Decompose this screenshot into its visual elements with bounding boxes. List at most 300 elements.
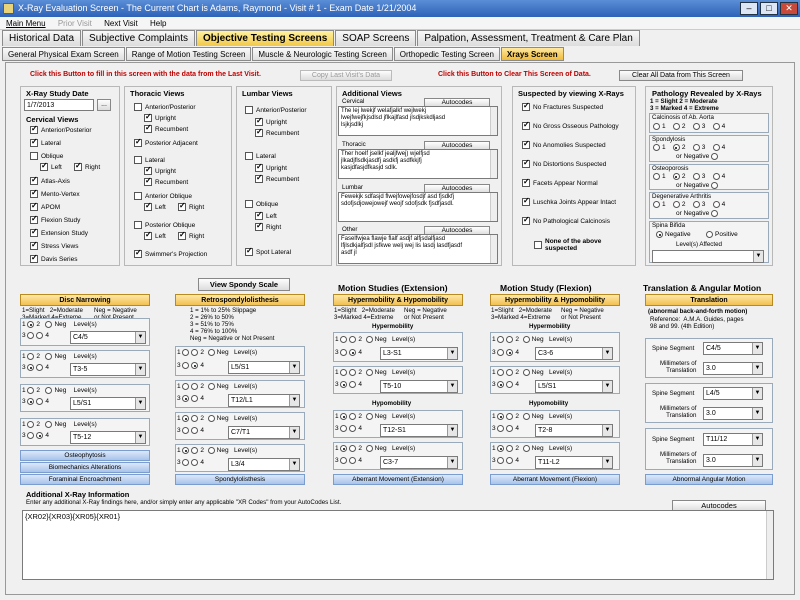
motion-flex-row-4-radios-b[interactable]: 3 4 [492,457,520,464]
suspected-item-label: No Distortions Suspected [533,160,607,168]
motion-ext-hypo-label: Hypomobility [372,400,412,407]
suspected-item-label: No Pathological Calcinosis [533,217,610,225]
disc-level-select-3[interactable] [70,397,146,410]
additional-other-text[interactable] [338,234,498,264]
additional-other-label: Other [342,226,358,233]
cervical-autocodes-button[interactable]: Autocodes [424,98,490,107]
level-label: Level(s) [392,445,416,452]
thoracic-upright-label: Upright [155,114,176,122]
sub-tabs [2,47,565,61]
cervical-flexion[interactable] [30,216,80,224]
spina-bifida-positive[interactable] [706,231,738,238]
level-label: Level(s) [234,349,258,356]
disc-row-2-radios-a[interactable]: 1 2 Neg Level(s) [22,353,97,360]
segment-value: C4/5 [706,345,721,352]
foraminal-tab[interactable]: Foraminal Encroachment [20,474,150,485]
additional-lumbar-value: Fewekjk sdfasjd flwejfowejfosdjf asd fjsdkfj sdofjsdjowejowejf weojf sdofjsdk fjsdfjasdl. [341,194,455,207]
lumbar-lateral-label: Lateral [256,152,276,160]
thoracic-lateral-label: Lateral [145,156,165,164]
retro-row-2-radios-a[interactable]: 1 2 Neg Level(s) [177,383,258,390]
spondylosis-negative[interactable] [676,153,720,160]
retro-row-1-radios-a[interactable]: 1 2 Neg Level(s) [177,349,258,356]
clear-hint: Click this Button to Clear This Screen of Data. [438,71,591,78]
level-label: Level(s) [392,413,416,420]
copy-last-visit-button[interactable]: Copy Last Visit's Data [300,70,392,81]
chevron-down-icon: ▼ [289,427,299,438]
cervical-oblique-label: Oblique [41,152,64,160]
degenerative-label: Degenerative Arthritis [652,193,712,200]
retro-level-value: L5/S1 [231,364,250,371]
tab-soap-screens[interactable]: SOAP Screens [335,30,416,46]
negative-label: or Negative [676,153,710,160]
retro-row-1-radios-b[interactable]: 3 4 [177,362,205,369]
lumbar-ap-recumbent[interactable] [255,129,299,137]
motion-ext-level-select-3[interactable] [380,424,458,437]
disc-row-3-radios-a[interactable]: 1 2 Neg Level(s) [22,387,97,394]
motion-flex-hypo-label: Hypomobility [529,400,569,407]
motion-flex-level-value: T11-L2 [538,459,560,466]
motion-flex-row-4-radios-a[interactable]: 1 2 Neg Level(s) [492,445,573,452]
motion-ext-level-select-1[interactable] [380,347,458,360]
negative-option-label: Negative [665,231,691,238]
close-button[interactable]: ✕ [780,2,798,15]
disc-level-select-4[interactable] [70,431,146,444]
neg-label: Neg [374,445,387,452]
mm-value: 3.0 [706,457,716,464]
menu-next-visit[interactable]: Next Visit [104,19,138,28]
retro-scale: 1 = 1% to 25% Slippage 2 = 26% to 50% 3 = 51% to 75% 4 = 76% to 100% Neg = Negative or Not Present [190,307,275,342]
lumbar-spot-lateral[interactable] [245,248,291,256]
thoracic-ap-recumbent[interactable] [144,125,188,133]
translation-reference: Reference: A.M.A. Guides, pages 98 and 99. (4th Edition) [650,316,744,330]
chevron-down-icon: ▼ [135,332,145,343]
lumbar-oblique-label: Oblique [256,200,279,208]
negative-label: or Negative [676,182,710,189]
additional-views-title: Additional Views [342,89,402,98]
disc-legend: 1=Slight 2=Moderate [22,307,83,314]
retro-row-4-radios-b[interactable]: 3 4 [177,459,205,466]
neg-label: Neg [54,421,67,428]
pathology-legend-1: 1 = Slight 2 = Moderate [650,98,718,105]
mm-select-2[interactable] [703,407,763,420]
suspected-item-label: Luschka Joints Appear Intact [533,198,617,206]
tab-general-physical[interactable]: General Physical Exam Screen [2,47,125,61]
neg-label: Neg [374,369,387,376]
motion-ext-level-value: T5-10 [383,383,402,390]
thoracic-lat-recumbent[interactable] [144,178,188,186]
level-label: Level(s) [392,369,416,376]
radio-label: 4 [721,144,726,151]
thoracic-antobl-label: Anterior Oblique [145,192,192,200]
level-label: Level(s) [73,353,97,360]
segment-value: T11/12 [706,436,728,443]
osteoporosis-radios[interactable] [653,173,725,180]
tab-muscle-neurologic[interactable]: Muscle & Neurologic Testing Screen [252,47,392,61]
retro-level-select-4[interactable] [228,458,300,471]
mm-select-3[interactable] [703,454,763,467]
osteoporosis-negative[interactable] [676,182,720,189]
suspected-facets[interactable] [522,179,598,187]
motion-ext-row-2-radios-a[interactable]: 1 2 Neg Level(s) [335,369,416,376]
cervical-apom-label: APOM [41,203,61,211]
cervical-right-label: Right [85,163,101,171]
tab-range-of-motion[interactable]: Range of Motion Testing Screen [126,47,252,61]
segment-label-1: Spine Segment [652,345,695,352]
tab-historical-data[interactable]: Historical Data [2,30,81,46]
motion-flex-level-select-1[interactable] [535,347,613,360]
thoracic-ant-left-label: Left [155,203,166,211]
suspected-no-calcinosis[interactable] [522,217,610,225]
motion-flex-level-value: L5/S1 [538,383,557,390]
window-titlebar [0,0,800,17]
lumbar-lat-recumbent-label: Recumbent [266,175,300,183]
cervical-extension[interactable] [30,229,88,237]
suspected-no-gross[interactable] [522,122,619,130]
aberrant-extension-tab[interactable]: Aberrant Movement (Extension) [333,474,463,485]
lumbar-lat-recumbent[interactable] [255,175,299,183]
spina-bifida-label: Spina Bifida [652,222,686,229]
additional-lumbar-text[interactable] [338,192,498,222]
retro-level-value: T12/L1 [231,397,253,404]
cervical-oblique-right[interactable] [74,163,100,171]
level-label: Level(s) [549,413,573,420]
thoracic-post-right-label: Right [189,232,205,240]
thoracic-ant-left[interactable] [144,203,166,211]
additional-thoracic-value: Ther hoelf jselkf jealjfwej) wjelfjsd jlkadjflsdkjasdfj asdkfj asdfkkjfj kasjdfasjdfkasjd sdlk. [341,151,430,171]
lumbar-lat-upright[interactable] [255,164,287,172]
suspected-no-distortions[interactable] [522,160,606,168]
chevron-down-icon: ▼ [289,362,299,373]
thoracic-post-left[interactable] [144,232,166,240]
thoracic-ap[interactable] [134,103,196,111]
disc-row-1-radios-a[interactable]: 1 2 Neg Level(s) [22,321,97,328]
date-picker-button[interactable]: ... [97,99,111,111]
cervical-apom[interactable] [30,203,60,211]
abnormal-angular-tab[interactable]: Abnormal Angular Motion [645,474,773,485]
motion-ext-row-1-radios-a[interactable]: 1 2 Neg Level(s) [335,336,416,343]
cervical-stress[interactable] [30,242,78,250]
thoracic-lateral[interactable] [134,156,165,164]
disc-row-4-radios-b[interactable]: 3 4 [22,432,50,439]
lumbar-autocodes-button[interactable]: Autocodes [424,184,490,193]
translation-title: Translation & Angular Motion [643,283,762,293]
disc-level-select-2[interactable] [70,363,146,376]
radio-label: 2 [681,201,686,208]
cervical-extension-label: Extension Study [41,229,88,237]
level-label: Level(s) [549,336,573,343]
thoracic-lat-recumbent-label: Recumbent [155,178,189,186]
additional-thoracic-label: Thoracic [342,141,366,148]
degenerative-radios[interactable] [653,201,725,208]
lumbar-obl-right[interactable] [255,223,281,231]
chevron-down-icon: ▼ [602,425,612,436]
lumbar-obl-left[interactable] [255,212,277,220]
cervical-ap-label: Anterior/Posterior [41,126,92,134]
radio-label: 3 [701,123,706,130]
tab-subjective-complaints[interactable]: Subjective Complaints [82,30,195,46]
addl-xray-title: Additional X-Ray Information [26,490,130,499]
disc-narrowing-header: Disc Narrowing [20,294,150,306]
addl-autocodes-button[interactable]: Autocodes [672,500,766,511]
chevron-down-icon: ▼ [752,408,762,419]
radio-label: 1 [662,123,666,130]
radio-label: 1 [662,173,666,180]
disc-row-1-radios-b[interactable]: 3 4 [22,332,50,339]
retro-row-2-radios-b[interactable]: 3 4 [177,395,205,402]
menu-prior-visit[interactable]: Prior Visit [57,19,92,28]
lumbar-ap-upright[interactable] [255,118,287,126]
cervical-views-title: Cervical Views [26,115,79,124]
level-label: Level(s) [549,445,573,452]
neg-label: Neg [216,447,229,454]
level-label: Level(s) [234,447,258,454]
motion-ext-title: Motion Studies (Extension) [338,283,448,293]
segment-label-2: Spine Segment [652,390,695,397]
cervical-oblique[interactable] [30,152,63,160]
neg-label: Neg [54,321,67,328]
motion-ext-row-4-radios-b[interactable]: 3 4 [335,457,363,464]
chevron-down-icon: ▼ [752,343,762,354]
retro-row-3-radios-a[interactable]: 1 2 Neg Level(s) [177,415,258,422]
thoracic-swimmer-label: Swimmer's Projection [145,250,208,258]
suspected-none-label: None of the above suspected [545,238,602,252]
suspected-luschka[interactable] [522,198,616,206]
tab-palpation[interactable]: Palpation, Assessment, Treatment & Care Plan [417,30,639,46]
segment-select-2[interactable] [703,387,763,400]
retro-row-3-radios-b[interactable]: 3 4 [177,427,205,434]
chevron-down-icon: ▼ [752,388,762,399]
disc-level-value: C4/5 [73,334,88,341]
tab-objective-testing[interactable]: Objective Testing Screens [196,30,334,46]
cervical-davis-label: Davis Series [41,255,78,263]
cervical-left-label: Left [51,163,62,171]
study-date-label: X-Ray Study Date [26,89,89,98]
tab-xrays[interactable]: Xrays Screen [501,47,564,61]
chevron-down-icon: ▼ [135,398,145,409]
lumbar-ap-label: Anterior/Posterior [256,106,307,114]
thoracic-recumbent-label: Recumbent [155,125,189,133]
lumbar-views-title: Lumbar Views [242,89,293,98]
level-label: Level(s) [73,321,97,328]
motion-flex-neg-legend: Neg = Negative or Not Present [561,307,604,321]
cervical-mento-label: Mento-Vertex [41,190,80,198]
thoracic-ap-upright[interactable] [144,114,176,122]
suspected-item-label: No Gross Osseous Pathology [533,122,619,130]
view-spondy-scale-button[interactable]: View Spondy Scale [198,278,290,291]
retro-level-select-1[interactable] [228,361,300,374]
motion-ext-row-3-radios-b[interactable]: 3 4 [335,425,363,432]
mm-value: 3.0 [706,410,716,417]
chevron-down-icon: ▼ [447,348,457,359]
fill-hint: Click this Button to fill in this screen with the data from the Last Visit. [30,71,261,78]
thoracic-postadj-label: Posterior Adjacent [145,139,198,147]
lumbar-recumbent-label: Recumbent [266,129,300,137]
pathology-legend-2: 3 = Marked 4 = Extreme [650,105,719,112]
disc-level-select-1[interactable] [70,331,146,344]
motion-flex-row-1-radios-a[interactable]: 1 2 Neg Level(s) [492,336,573,343]
chevron-down-icon: ▼ [602,457,612,468]
cervical-oblique-left[interactable] [40,163,62,171]
thoracic-lat-upright[interactable] [144,167,176,175]
clear-all-button[interactable]: Clear All Data from This Screen [619,70,743,81]
cervical-davis[interactable] [30,255,77,263]
segment-select-1[interactable] [703,342,763,355]
chevron-down-icon: ▼ [135,432,145,443]
suspected-none[interactable] [534,238,617,252]
retro-level-select-3[interactable] [228,426,300,439]
motion-flex-legend: 1=Slight 2=Moderate 3=Marked 4=Extreme [491,307,552,321]
motion-ext-level-select-2[interactable] [380,380,458,393]
cervical-mento-vertex[interactable] [30,190,80,198]
lumbar-upright-label: Upright [266,118,287,126]
thoracic-postobl-label: Posterior Oblique [145,221,196,229]
menu-help[interactable]: Help [150,19,167,28]
neg-label: Neg [531,413,544,420]
motion-flex-header: Hypermobility & Hypomobility [490,294,620,306]
cervical-flexion-label: Flexion Study [41,216,81,224]
other-autocodes-button[interactable]: Autocodes [424,226,490,235]
suspected-no-fractures[interactable] [522,103,603,111]
motion-flex-row-3-radios-b[interactable]: 3 4 [492,425,520,432]
disc-row-3-radios-b[interactable]: 3 4 [22,398,50,405]
additional-cervical-text[interactable] [338,106,498,136]
motion-flex-hyper-label: Hypermobility [529,323,571,330]
thoracic-swimmer[interactable] [134,250,207,258]
lumbar-oblique[interactable] [245,200,278,208]
retro-level-select-2[interactable] [228,394,300,407]
cervical-atlas-axis[interactable] [30,177,70,185]
calcinosis-radios[interactable] [653,123,725,130]
tab-orthopedic[interactable]: Orthopedic Testing Screen [394,47,500,61]
segment-label-3: Spine Segment [652,436,695,443]
motion-flex-row-1-radios-b[interactable]: 3 4 [492,349,520,356]
thoracic-ant-right-label: Right [189,203,205,211]
suspected-item-label: Facets Appear Normal [533,179,598,187]
lumbar-ap[interactable] [245,106,307,114]
motion-ext-hyper-label: Hypermobility [372,323,414,330]
motion-flex-level-select-2[interactable] [535,380,613,393]
osteophytosis-tab[interactable]: Osteophytosis [20,450,150,461]
thoracic-autocodes-button[interactable]: Autocodes [424,141,490,150]
addl-xray-text[interactable] [22,510,774,580]
cervical-stress-label: Stress Views [41,242,79,250]
motion-ext-header: Hypermobility & Hypomobility [333,294,463,306]
motion-ext-row-2-radios-b[interactable]: 3 4 [335,381,363,388]
suspected-no-anomolies[interactable] [522,141,606,149]
spina-bifida-level-label: Level(s) Affected [676,241,722,248]
neg-label: Neg [54,387,67,394]
radio-label: 4 [721,201,726,208]
additional-cervical-label: Cervical [342,98,365,105]
neg-label: Neg [216,383,229,390]
thoracic-post-left-label: Left [155,232,166,240]
lumbar-lat-upright-label: Upright [266,164,287,172]
study-date-field[interactable]: 1/7/2013 [24,99,94,111]
spina-bifida-level-select[interactable] [652,250,764,263]
motion-flex-row-2-radios-a[interactable]: 1 2 Neg Level(s) [492,369,573,376]
minimize-button[interactable]: – [740,2,758,15]
retro-level-value: L3/4 [231,461,245,468]
pathology-title: Pathology Revealed by X-Rays [652,89,762,98]
motion-flex-level-select-4[interactable] [535,456,613,469]
disc-row-4-radios-a[interactable]: 1 2 Neg Level(s) [22,421,97,428]
neg-label: Neg [54,353,67,360]
neg-label: Neg [374,413,387,420]
translation-header: Translation [645,294,773,306]
chevron-down-icon: ▼ [602,348,612,359]
motion-flex-row-3-radios-a[interactable]: 1 2 Neg Level(s) [492,413,573,420]
radio-label: 4 [721,123,726,130]
thoracic-ant-oblique[interactable] [134,192,192,200]
level-label: Level(s) [234,383,258,390]
radio-label: 3 [701,173,706,180]
chevron-down-icon: ▼ [447,457,457,468]
addl-xray-hint: Enter any additional X-Ray findings here, and/or simply enter any applicable "XR Codes" from your AutoCodes List. [26,499,342,506]
chevron-down-icon: ▼ [752,363,762,374]
disc-row-2-radios-b[interactable]: 3 4 [22,364,50,371]
lumbar-lateral[interactable] [245,152,276,160]
chevron-down-icon: ▼ [753,251,763,262]
menu-bar [0,17,800,30]
retro-level-value: C7/T1 [231,429,251,436]
radio-label: 2 [681,173,686,180]
motion-ext-level-select-4[interactable] [380,456,458,469]
thoracic-post-oblique[interactable] [134,221,195,229]
motion-ext-level-value: T12-S1 [383,427,406,434]
cervical-ap[interactable] [30,126,92,134]
suspected-item-label: No Fractures Suspected [533,103,604,111]
menu-main[interactable]: Main Menu [6,19,46,28]
lumbar-left-label: Left [266,212,277,220]
segment-select-3[interactable] [703,433,763,446]
level-label: Level(s) [392,336,416,343]
spondylosis-radios[interactable] [653,144,725,151]
thoracic-post-adjacent[interactable] [134,139,198,147]
biomechanics-tab[interactable]: Biomechanics Alterations [20,462,150,473]
additional-thoracic-text[interactable] [338,149,498,179]
retro-row-4-radios-a[interactable]: 1 2 Neg Level(s) [177,447,258,454]
window-title: X-Ray Evaluation Screen - The Current Chart is Adams, Raymond - Visit # 1 - Exam Date 1/21/2004 [18,3,417,13]
suspected-title: Suspected by viewing X-Rays [518,89,624,98]
radio-label: 2 [681,123,686,130]
aberrant-flexion-tab[interactable]: Aberrant Movement (Flexion) [490,474,620,485]
motion-ext-row-1-radios-b[interactable]: 3 4 [335,349,363,356]
chevron-down-icon: ▼ [752,455,762,466]
cervical-lateral[interactable] [30,139,61,147]
level-label: Level(s) [549,369,573,376]
maximize-button[interactable]: □ [760,2,778,15]
degenerative-negative[interactable] [676,210,720,217]
chevron-down-icon: ▼ [289,395,299,406]
neg-label: Neg [531,445,544,452]
radio-label: 2 [681,144,686,151]
app-icon [3,3,14,14]
radio-label: 4 [721,173,726,180]
spondylolisthesis-tab[interactable]: Spondylolisthesis [175,474,305,485]
motion-flex-row-2-radios-b[interactable]: 3 4 [492,381,520,388]
thoracic-post-right[interactable] [178,232,204,240]
mm-select-1[interactable] [703,362,763,375]
spina-bifida-negative[interactable] [656,231,691,238]
calcinosis-label: Calcinosis of Ab. Aorta [652,114,714,121]
motion-ext-row-4-radios-a[interactable]: 1 2 Neg Level(s) [335,445,416,452]
disc-level-value: T3-5 [73,366,88,373]
thoracic-ant-right[interactable] [178,203,204,211]
level-label: Level(s) [73,421,97,428]
mm-value: 3.0 [706,365,716,372]
motion-ext-row-3-radios-a[interactable]: 1 2 Neg Level(s) [335,413,416,420]
motion-flex-level-select-3[interactable] [535,424,613,437]
